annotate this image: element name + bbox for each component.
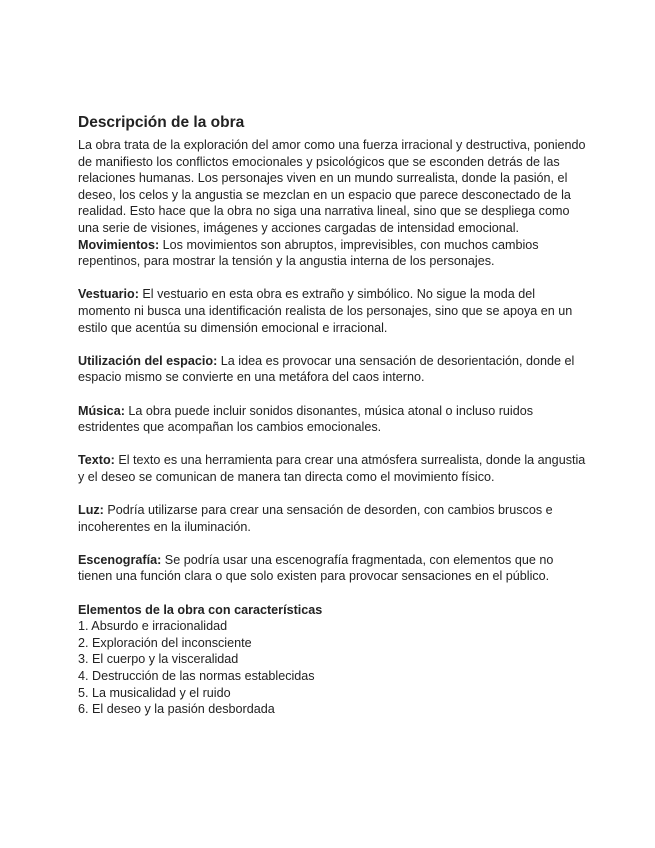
section-label: Vestuario: (78, 287, 139, 302)
section-movimientos (78, 237, 588, 270)
spacer (78, 585, 588, 602)
list-item: 6. El deseo y la pasión desbordada (78, 702, 275, 717)
spacer (78, 535, 588, 552)
section-vestuario (78, 286, 588, 336)
section-texto (78, 452, 588, 485)
section-text: Podría utilizarse para crear una sensación de desorden, con cambios bruscos e incoherentes en la iluminación. (78, 503, 553, 534)
section-text: El vestuario en esta obra es extraño y simbólico. No sigue la moda del momento ni busca una identificación realista de los personajes, sino que se apoya en un estilo que acentúa su dimensión emocional e irracional. (78, 287, 573, 335)
spacer (78, 436, 588, 453)
section-espacio (78, 353, 588, 386)
spacer (78, 336, 588, 353)
section-text: La idea es provocar una sensación de desorientación, donde el espacio mismo se convierte en una metáfora del caos interno. (78, 353, 575, 385)
document-title: Descripción de la obra (78, 114, 245, 131)
section-label: Música: (78, 403, 125, 418)
list-item: 1. Absurdo e irracionalidad (78, 619, 228, 634)
elements-title: Elementos de la obra con características (78, 602, 323, 617)
section-luz (78, 502, 588, 535)
list-item: 5. La musicalidad y el ruido (78, 685, 231, 700)
spacer (78, 485, 588, 502)
section-text: Se podría usar una escenografía fragmentada, con elementos que no tienen una función clara o que solo existen para provocar sensaciones en el público. (78, 552, 554, 584)
section-text: La obra puede incluir sonidos disonantes, música atonal o incluso ruidos estridentes que acompañan los cambios emocionales. (78, 403, 534, 435)
section-label: Texto: (78, 453, 115, 468)
document-page (78, 113, 588, 718)
section-escenografia (78, 552, 588, 585)
section-label: Escenografía: (78, 552, 162, 567)
intro-paragraph: La obra trata de la exploración del amor como una fuerza irracional y destructiva, poniendo de manifiesto los conflictos emocionales y psicológicos que se esconden detrás de las relaciones humanas. Los personajes viven en un mundo surrealista, donde la pasión, el deseo, los celos y la angustia se mezclan en un espacio que parece desconectado de la realidad. Esto hace que la obra no siga una narrativa lineal, sino que se despliega como una serie de visiones, imágenes y acciones cargadas de intensidad emocional. (78, 138, 586, 235)
list-item: 4. Destrucción de las normas establecidas (78, 669, 315, 683)
list-item: 3. El cuerpo y la visceralidad (78, 652, 239, 667)
section-text: Los movimientos son abruptos, imprevisibles, con muchos cambios repentinos, para mostrar la tensión y la angustia interna de los personajes. (78, 237, 539, 269)
list-item: 2. Exploración del inconsciente (78, 635, 252, 650)
section-label: Utilización del espacio: (78, 353, 218, 368)
section-label: Luz: (78, 503, 104, 518)
section-text: El texto es una herramienta para crear una atmósfera surrealista, donde la angustia y el deseo se comunican de manera tan directa como el movimiento físico. (78, 453, 586, 484)
spacer (78, 386, 588, 403)
spacer (78, 270, 588, 287)
elements-list (78, 618, 588, 718)
section-musica (78, 403, 588, 436)
section-label: Movimientos: (78, 237, 160, 252)
